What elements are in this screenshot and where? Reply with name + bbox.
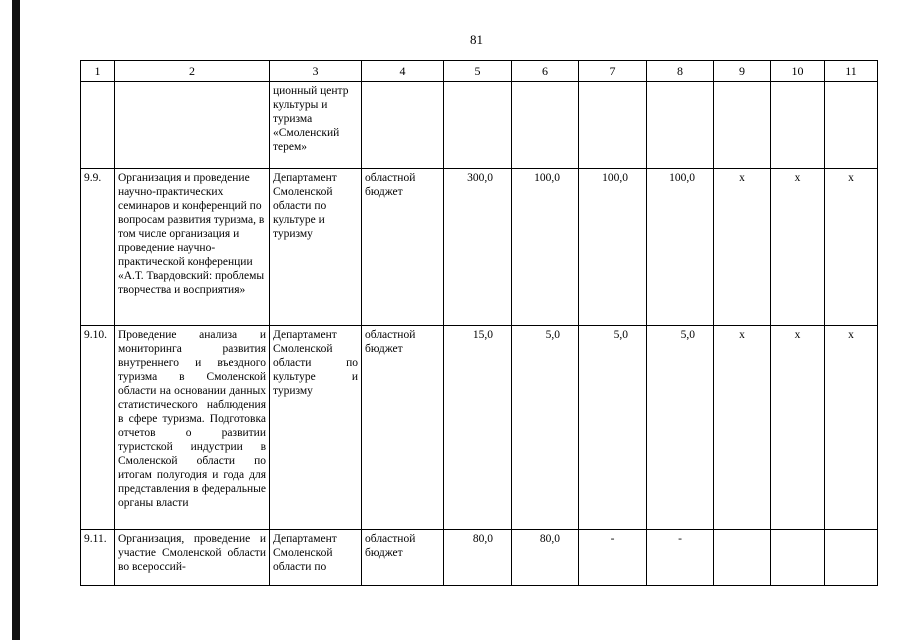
col-11-value <box>825 530 878 586</box>
column-header: 2 <box>115 61 270 82</box>
program-table <box>80 60 878 586</box>
column-header: 10 <box>771 61 825 82</box>
scan-edge-bar <box>12 0 20 640</box>
amount-year-3: - <box>647 530 714 586</box>
measure-name <box>115 82 270 169</box>
col-9-value <box>714 530 771 586</box>
row-number: 9.9. <box>81 169 115 326</box>
funding-source: областной бюджет <box>362 326 444 530</box>
measure-name: Проведение анализа и мониторинга развития внутреннего и въездного туризма в Смоленской области на основании данных статистического наблюдения в сфере туризма. Подготовка отчетов о развитии туристской индустрии в Смоленской области по итогам полугодия и года для представления в федеральные органы власти <box>115 326 270 530</box>
executor: ционный центр культуры и туризма «Смоленский терем» <box>270 82 362 169</box>
col-9-value <box>714 82 771 169</box>
total-amount: 15,0 <box>444 326 512 530</box>
column-header: 9 <box>714 61 771 82</box>
row-number <box>81 82 115 169</box>
table-row <box>81 169 878 326</box>
page-number: 81 <box>470 32 483 47</box>
total-amount: 80,0 <box>444 530 512 586</box>
measure-name: Организация, проведение и участие Смоленской области во всероссий- <box>115 530 270 586</box>
col-11-value <box>825 82 878 169</box>
funding-source <box>362 82 444 169</box>
amount-year-1 <box>512 82 579 169</box>
column-header: 4 <box>362 61 444 82</box>
column-header: 8 <box>647 61 714 82</box>
column-header: 5 <box>444 61 512 82</box>
amount-year-2 <box>579 82 647 169</box>
column-header: 6 <box>512 61 579 82</box>
total-amount <box>444 82 512 169</box>
total-amount: 300,0 <box>444 169 512 326</box>
amount-year-2: - <box>579 530 647 586</box>
column-header: 7 <box>579 61 647 82</box>
row-number: 9.10. <box>81 326 115 530</box>
amount-year-3: 100,0 <box>647 169 714 326</box>
column-header: 3 <box>270 61 362 82</box>
table-header-row <box>81 61 878 82</box>
amount-year-1: 5,0 <box>512 326 579 530</box>
table-row <box>81 530 878 586</box>
amount-year-2: 5,0 <box>579 326 647 530</box>
table-row <box>81 82 878 169</box>
funding-source: областной бюджет <box>362 169 444 326</box>
col-10-value <box>771 530 825 586</box>
column-header: 11 <box>825 61 878 82</box>
amount-year-3 <box>647 82 714 169</box>
executor: Департамент Смоленской области по культуре и туризму <box>270 169 362 326</box>
col-11-value: x <box>825 169 878 326</box>
amount-year-3: 5,0 <box>647 326 714 530</box>
col-10-value <box>771 82 825 169</box>
row-number: 9.11. <box>81 530 115 586</box>
amount-year-1: 100,0 <box>512 169 579 326</box>
col-9-value: x <box>714 326 771 530</box>
executor: Департамент Смоленской области по <box>270 530 362 586</box>
amount-year-2: 100,0 <box>579 169 647 326</box>
measure-name: Организация и проведение научно-практических семинаров и конференций по вопросам развития туризма, в том числе организация и проведение научно-практической конференции «А.Т. Твардовский: проблемы творчества и восприятия» <box>115 169 270 326</box>
amount-year-1: 80,0 <box>512 530 579 586</box>
col-10-value: x <box>771 326 825 530</box>
col-11-value: x <box>825 326 878 530</box>
col-10-value: x <box>771 169 825 326</box>
column-header: 1 <box>81 61 115 82</box>
table-row <box>81 326 878 530</box>
col-9-value: x <box>714 169 771 326</box>
funding-source: областной бюджет <box>362 530 444 586</box>
executor: Департамент Смоленской области по культуре и туризму <box>270 326 362 530</box>
